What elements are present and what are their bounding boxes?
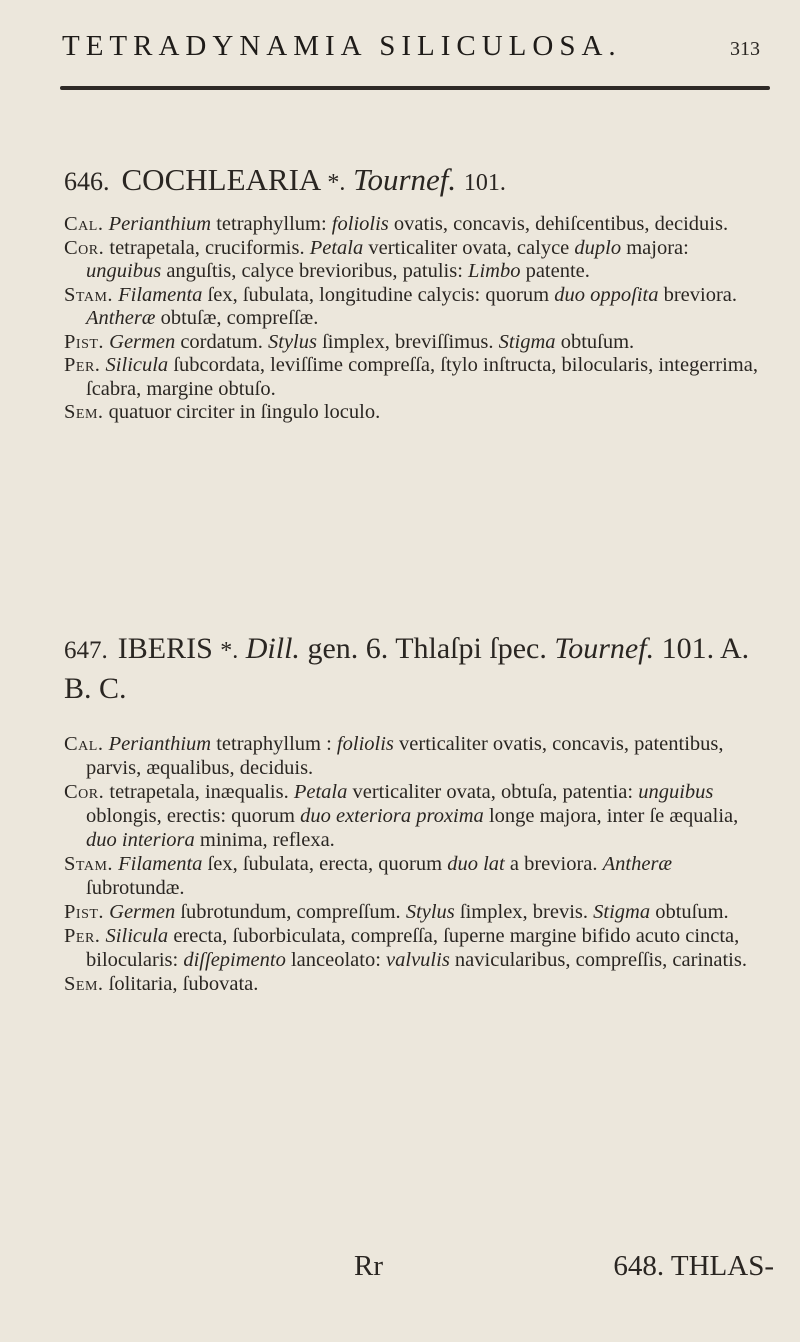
ref-text: 101. A. B. C. xyxy=(64,632,750,705)
term: Filamenta xyxy=(118,283,203,306)
entry-label: Cor. xyxy=(64,236,105,259)
text: tetraphyllum: xyxy=(211,213,332,235)
text: anguſtis, calyce brevioribus, patulis: xyxy=(161,260,469,282)
catchword: 648. THLAS- xyxy=(613,1250,774,1282)
text: obtuſum. xyxy=(555,330,635,353)
text: oblongis, erectis: quorum xyxy=(86,805,301,827)
entry-label: Pist. xyxy=(64,901,105,923)
text: ſubrotundæ. xyxy=(86,877,185,899)
text: cordatum. xyxy=(175,330,268,353)
author-ref: Tournef. xyxy=(353,162,457,197)
entry-corolla xyxy=(64,237,764,284)
text: ſex, ſubulata, erecta, quorum xyxy=(202,853,448,875)
entry-label: Cor. xyxy=(64,781,105,803)
genus-646 xyxy=(64,162,764,425)
text: tetraphyllum : xyxy=(211,733,337,755)
term: duplo xyxy=(574,236,622,259)
term: duo oppoſita xyxy=(554,283,659,306)
term: Germen xyxy=(109,330,176,353)
term: foliolis xyxy=(331,213,389,235)
text: navicularibus, compreſſis, carinatis. xyxy=(449,949,747,971)
page-footer xyxy=(354,1250,774,1283)
entry-label: Cal. xyxy=(64,213,104,235)
text: ſimplex, breviſſimus. xyxy=(316,330,499,353)
text: verticaliter ovatis, concavis, patentibus, parvis, æqualibus, deciduis. xyxy=(86,733,724,779)
text: ſex, ſubulata, longitudine calycis: quorum xyxy=(202,283,555,306)
text: ſubrotundum, compreſſum. xyxy=(175,901,406,923)
term: Petala xyxy=(309,236,364,259)
genus-name: COCHLEARIA xyxy=(121,162,320,197)
entry-label: Sem. xyxy=(64,401,104,423)
term: Filamenta xyxy=(118,853,203,875)
running-head xyxy=(62,30,760,63)
term: Stylus xyxy=(268,330,317,353)
term: Limbo xyxy=(468,260,521,282)
genus-heading xyxy=(64,162,764,201)
entry-seeds xyxy=(64,972,764,996)
entry-pericarp xyxy=(64,354,764,401)
text: majora: xyxy=(621,236,689,259)
term: diſſepimento xyxy=(183,949,286,971)
entry-pistil xyxy=(64,331,764,355)
text: ſolitaria, ſubovata. xyxy=(103,973,259,995)
text: obtuſum. xyxy=(650,901,729,923)
entry-label: Stam. xyxy=(64,853,114,875)
text: ovatis, concavis, dehiſcentibus, deciduis. xyxy=(388,213,729,235)
term: duo lat xyxy=(447,853,505,875)
term: Antheræ xyxy=(602,853,673,875)
text: patente. xyxy=(520,260,590,282)
term: Petala xyxy=(293,781,348,803)
entry-pericarp xyxy=(64,924,764,972)
term: unguibus xyxy=(638,781,714,803)
asterisk-mark: *. xyxy=(327,170,346,196)
term: Silicula xyxy=(105,925,169,947)
term: duo interiora xyxy=(86,829,195,851)
entry-pistil xyxy=(64,900,764,924)
term: Perianthium xyxy=(108,733,212,755)
genus-number: 646. xyxy=(64,167,110,196)
header-rule xyxy=(60,86,770,90)
entry-stamens xyxy=(64,284,764,331)
term: Stigma xyxy=(593,901,651,923)
term: duo exteriora proxima xyxy=(300,805,484,827)
text: longe majora, inter ſe æqualia, xyxy=(483,805,739,827)
entry-label: Pist. xyxy=(64,330,105,353)
term: Stylus xyxy=(405,901,455,923)
entry-seeds xyxy=(64,401,764,425)
entry-label: Stam. xyxy=(64,283,114,306)
text: ſimplex, brevis. xyxy=(454,901,594,923)
genus-number: 647. xyxy=(64,637,108,664)
entry-label: Per. xyxy=(64,925,101,947)
term: Silicula xyxy=(105,354,169,376)
author-ref: Tournef. xyxy=(554,632,655,665)
text: breviora. xyxy=(658,283,738,306)
entry-calyx xyxy=(64,213,764,237)
genus-heading xyxy=(64,630,764,708)
ref-page: 101. xyxy=(463,170,506,196)
entry-label: Cal. xyxy=(64,733,104,755)
term: Stigma xyxy=(498,330,556,353)
entry-calyx xyxy=(64,732,764,780)
term: foliolis xyxy=(336,733,394,755)
text: ſubcordata, leviſſime compreſſa, ſtylo inſtructa, bilocularis, integerrima, ſcabra, margine obtuſo. xyxy=(86,354,758,400)
author-ref: Dill. xyxy=(245,632,300,665)
entry-label: Per. xyxy=(64,354,101,376)
running-title: TETRADYNAMIA SILICULOSA. xyxy=(62,30,622,62)
text: tetrapetala, inæqualis. xyxy=(104,781,294,803)
genus-name: IBERIS xyxy=(117,632,213,665)
signature-mark: Rr xyxy=(354,1250,383,1282)
term: Antheræ xyxy=(86,307,156,329)
text: tetrapetala, cruciformis. xyxy=(104,236,310,259)
text: a breviora. xyxy=(504,853,603,875)
text: verticaliter ovata, calyce xyxy=(363,236,575,259)
entry-stamens xyxy=(64,852,764,900)
genus-647 xyxy=(64,630,764,996)
text: minima, reflexa. xyxy=(194,829,335,851)
asterisk-mark: *. xyxy=(220,638,239,664)
term: unguibus xyxy=(86,260,162,282)
page-number: 313 xyxy=(730,38,760,60)
text: lanceolato: xyxy=(285,949,387,971)
term: valvulis xyxy=(386,949,450,971)
text: quatuor circiter in ſingulo loculo. xyxy=(103,401,381,423)
term: Perianthium xyxy=(108,213,212,235)
text: erecta, ſuborbiculata, compreſſa, ſuperne margine bifido acuto cincta, bilocularis: xyxy=(86,925,740,971)
term: Germen xyxy=(109,901,176,923)
entry-corolla xyxy=(64,780,764,852)
text: obtuſæ, compreſſæ. xyxy=(155,307,319,329)
ref-text: gen. 6. Thlaſpi ſpec. xyxy=(299,632,555,665)
text: verticaliter ovata, obtuſa, patentia: xyxy=(347,781,639,803)
entry-label: Sem. xyxy=(64,973,104,995)
